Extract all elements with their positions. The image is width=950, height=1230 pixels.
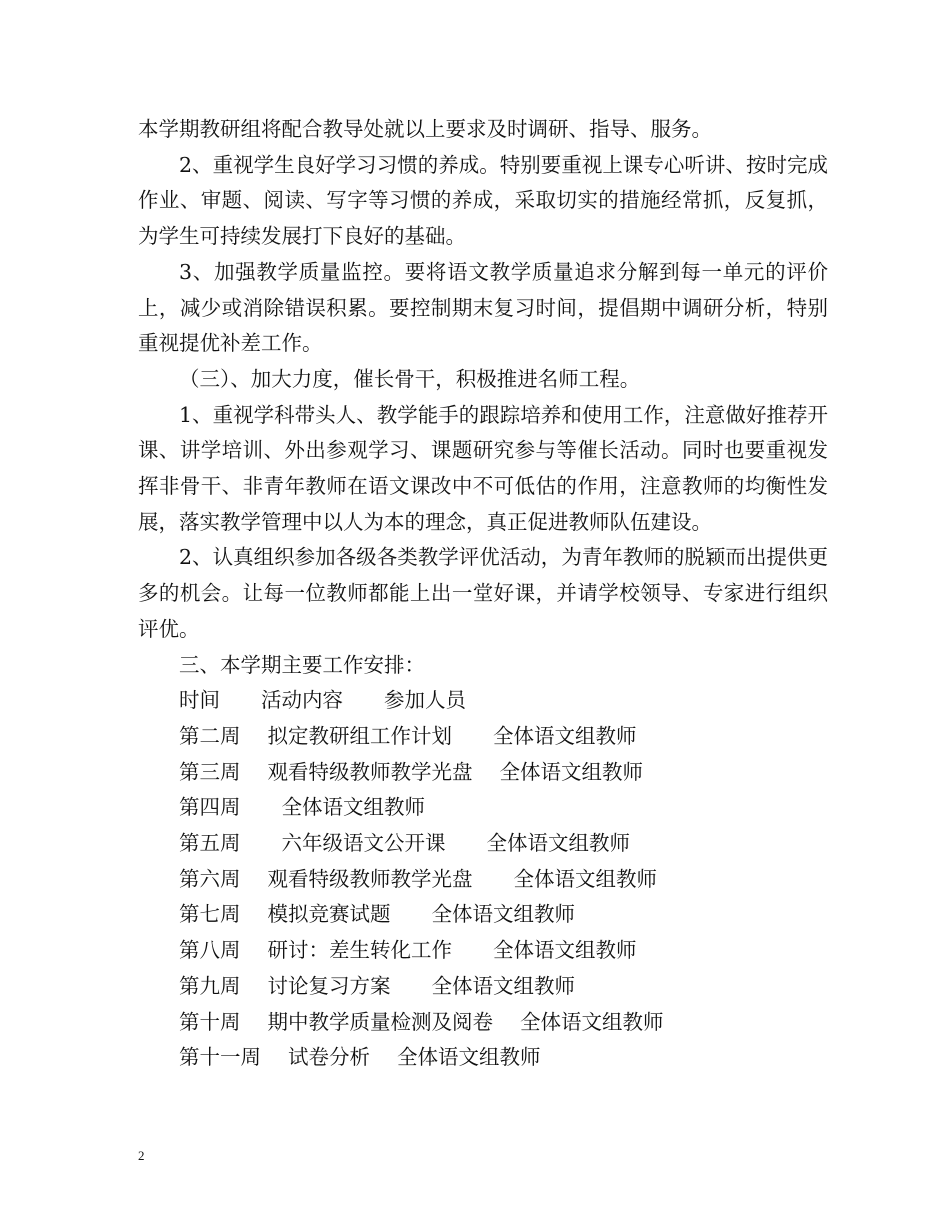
schedule-row: 第六周 观看特级教师教学光盘 全体语文组教师 xyxy=(179,866,658,891)
schedule-row: 第三周 观看特级教师教学光盘 全体语文组教师 xyxy=(179,759,644,784)
schedule-row: 第二周 拟定教研组工作计划 全体语文组教师 xyxy=(179,723,637,748)
schedule-row: 第十一周 试卷分析 全体语文组教师 xyxy=(179,1045,541,1070)
schedule-row: 第四周 全体语文组教师 xyxy=(179,795,425,820)
section-heading: （三）、加大力度，催长骨干，积极推进名师工程。 xyxy=(179,366,641,391)
paragraph: 本学期教研组将配合教导处就以上要求及时调研、指导、服务。 xyxy=(138,117,712,141)
paragraph-list xyxy=(138,112,828,683)
paragraph: 2、重视学生良好学习习惯的养成。特别要重视上课专心听讲、按时完成作业、审题、阅读、写字等习惯的养成，采取切实的措施经常抓，反复抓，为学生可持续发展打下良好的基础。 xyxy=(138,152,828,249)
paragraph: 1、重视学科带头人、教学能手的跟踪培养和使用工作，注意做好推荐开课、讲学培训、外出参观学习、课题研究参与等催长活动。同时也要重视发挥非骨干、非青年教师在语文课改中不可低估的作用，注意教师的均衡性发展，落实教学管理中以人为本的理念，真正促进教师队伍建设。 xyxy=(138,402,828,534)
schedule-row: 第八周 研讨：差生转化工作 全体语文组教师 xyxy=(179,938,637,963)
page-number: 2 xyxy=(138,1148,145,1163)
schedule-row: 第五周 六年级语文公开课 全体语文组教师 xyxy=(179,831,630,856)
paragraph: 3、加强教学质量监控。要将语文教学质量追求分解到每一单元的评价上，减少或消除错误积累。要控制期末复习时间，提倡期中调研分析，特别重视提优补差工作。 xyxy=(138,259,828,356)
schedule-row: 第九周 讨论复习方案 全体语文组教师 xyxy=(179,973,576,998)
schedule-row: 第十周 期中教学质量检测及阅卷 全体语文组教师 xyxy=(179,1009,664,1034)
body-text xyxy=(138,112,828,1076)
section-heading: 三、本学期主要工作安排： xyxy=(179,652,425,677)
paragraph: 2、认真组织参加各级各类教学评优活动，为青年教师的脱颖而出提供更多的机会。让每一位教师都能上出一堂好课，并请学校领导、专家进行组织评优。 xyxy=(138,545,828,641)
schedule-header: 时间 活动内容 参加人员 xyxy=(179,688,466,713)
schedule-list xyxy=(138,683,828,1076)
schedule-row: 第七周 模拟竞赛试题 全体语文组教师 xyxy=(179,902,576,927)
